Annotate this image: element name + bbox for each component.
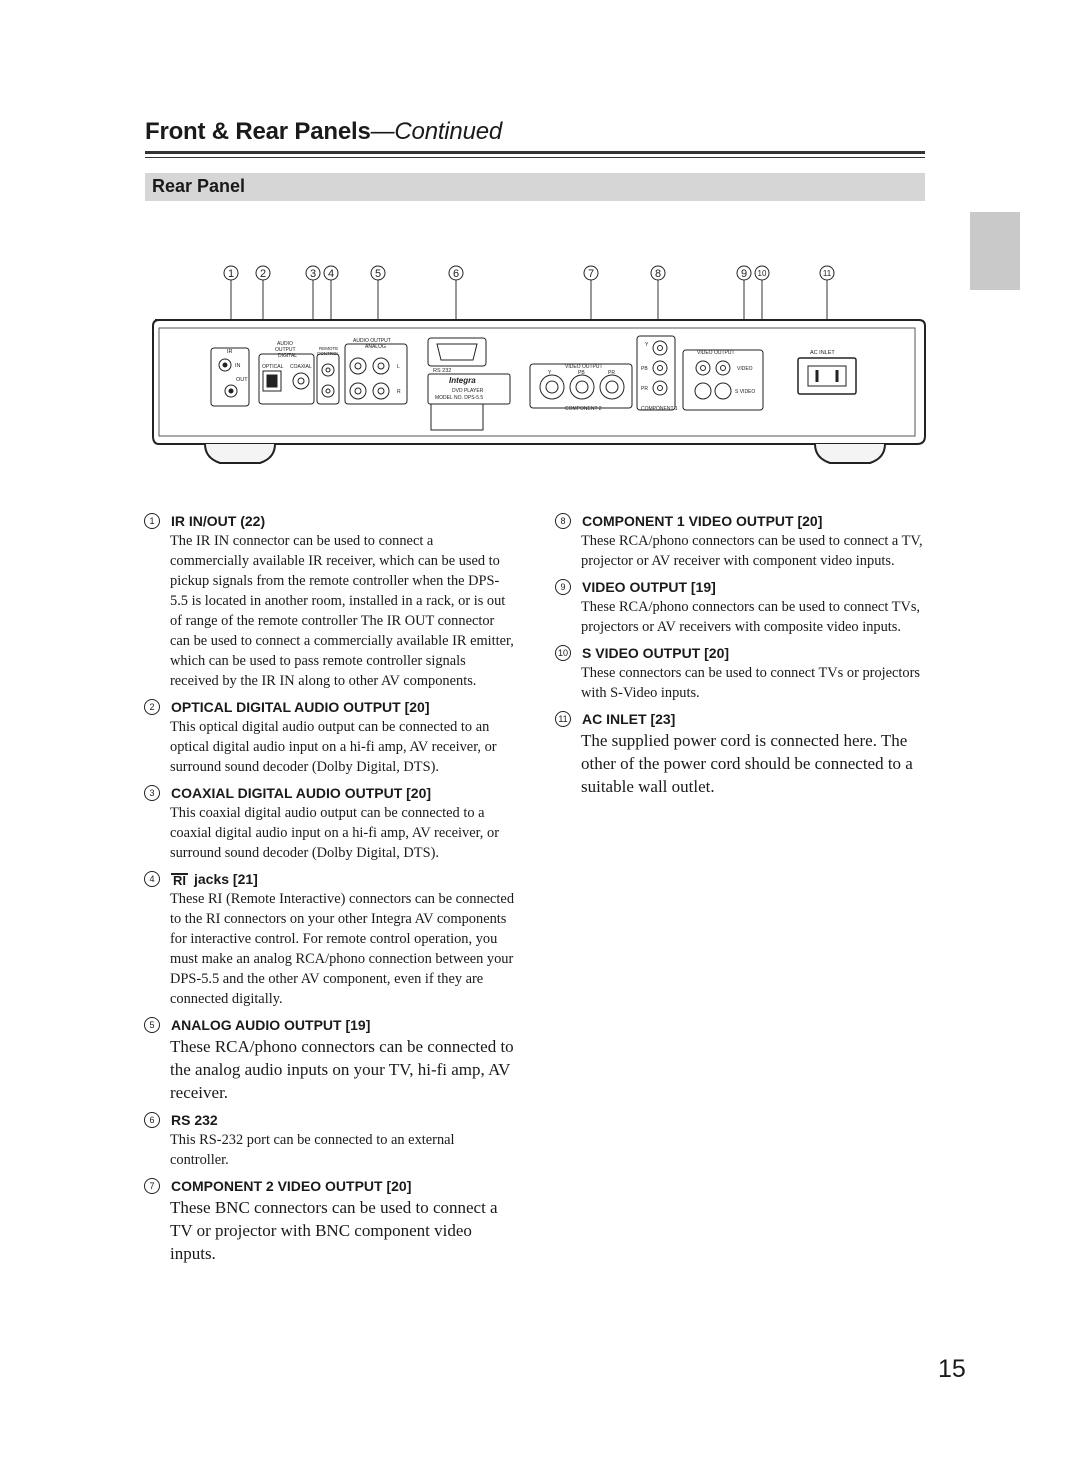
svg-text:3: 3 <box>309 268 317 280</box>
item-2 <box>149 697 514 777</box>
item-6 <box>149 1110 514 1170</box>
callout-5 <box>371 266 385 280</box>
svg-text:5: 5 <box>374 268 382 280</box>
item-title: OPTICAL DIGITAL AUDIO OUTPUT [20] <box>171 699 430 715</box>
item-description: These BNC connectors can be used to connect a TV or projector with BNC component video inputs. <box>170 1198 498 1263</box>
item-title: RS 232 <box>171 1112 218 1128</box>
callout-11 <box>820 266 834 280</box>
item-number: 11 <box>555 711 571 727</box>
svg-text:AUDIO: AUDIO <box>277 341 293 347</box>
item-number: 4 <box>144 871 160 887</box>
header-rule-thin <box>145 157 925 158</box>
item-number: 6 <box>144 1112 160 1128</box>
callout-4 <box>324 266 338 280</box>
svg-text:Y: Y <box>548 370 552 376</box>
svg-text:OUT: OUT <box>236 377 248 383</box>
item-11 <box>558 709 925 798</box>
callout-3 <box>306 266 320 280</box>
header-title: Front & Rear Panels <box>145 118 371 145</box>
item-title: COMPONENT 2 VIDEO OUTPUT [20] <box>171 1178 412 1194</box>
callout-7 <box>584 266 598 280</box>
header-rule <box>145 151 925 154</box>
svg-text:8: 8 <box>654 268 662 280</box>
svg-text:CONTROL: CONTROL <box>317 351 340 356</box>
side-tab <box>970 212 1020 290</box>
page-header <box>145 118 502 146</box>
callout-10 <box>755 266 769 280</box>
svg-text:AC INLET: AC INLET <box>810 350 835 356</box>
svg-text:ANALOG: ANALOG <box>365 344 386 350</box>
section-bar <box>145 173 925 201</box>
integra-logo: Integra <box>449 376 476 385</box>
svg-text:1: 1 <box>227 268 235 280</box>
right-column <box>557 511 925 804</box>
item-heading <box>144 783 514 803</box>
svg-text:MODEL NO. DPS-5.5: MODEL NO. DPS-5.5 <box>435 395 484 401</box>
item-8 <box>560 511 925 571</box>
item-9 <box>560 577 925 637</box>
svg-text:6: 6 <box>452 268 460 280</box>
item-number: 3 <box>144 785 160 801</box>
item-description: These RCA/phono connectors can be connected to the analog audio inputs on your TV, hi-fi amp, AV receiver. <box>170 1037 514 1102</box>
svg-text:DVD PLAYER: DVD PLAYER <box>452 388 484 394</box>
item-title: COMPONENT 1 VIDEO OUTPUT [20] <box>582 513 823 529</box>
item-title: IR IN/OUT (22) <box>171 513 266 529</box>
svg-text:DIGITAL: DIGITAL <box>278 353 298 359</box>
item-3 <box>149 783 514 863</box>
svg-text:S VIDEO: S VIDEO <box>735 389 756 395</box>
item-10 <box>557 643 925 703</box>
svg-text:COMPONENT 2: COMPONENT 2 <box>565 406 602 412</box>
item-number: 5 <box>144 1017 160 1033</box>
svg-text:11: 11 <box>822 269 832 278</box>
left-column <box>149 511 515 1271</box>
callout-numbers <box>224 266 834 280</box>
rear-panel-diagram <box>145 258 935 478</box>
item-1 <box>149 511 514 691</box>
item-description: This RS-232 port can be connected to an external controller. <box>170 1132 455 1168</box>
item-number: 7 <box>144 1178 160 1194</box>
item-heading <box>144 869 514 889</box>
svg-text:REMOTE: REMOTE <box>319 346 339 351</box>
item-description: These RCA/phono connectors can be used to connect TVs, projectors or AV receivers with composite video inputs. <box>581 599 921 635</box>
svg-text:7: 7 <box>587 268 595 280</box>
callout-1 <box>224 266 238 280</box>
item-description: These connectors can be used to connect TVs or projectors with S-Video inputs. <box>581 665 920 701</box>
item-number: 1 <box>144 513 160 529</box>
svg-text:AUDIO OUTPUT: AUDIO OUTPUT <box>353 338 391 344</box>
svg-text:PB: PB <box>641 366 648 372</box>
item-description: The supplied power cord is connected here. The other of the power cord should be connected to a suitable wall outlet. <box>581 731 913 796</box>
svg-text:PR: PR <box>608 370 615 376</box>
item-heading <box>555 577 925 597</box>
item-title: jacks [21] <box>194 871 258 887</box>
svg-text:VIDEO: VIDEO <box>737 366 753 372</box>
svg-text:4: 4 <box>327 268 335 280</box>
item-title: S VIDEO OUTPUT [20] <box>582 645 730 661</box>
svg-text:IN: IN <box>235 363 241 369</box>
ri-logo-icon: RI <box>173 872 186 888</box>
item-description: The IR IN connector can be used to connect a commercially available IR receiver, which can be used to pickup signals from the remote controller when the DPS-5.5 is located in another room, installed in a rack, or is out of range of the remote controller The IR OUT connector can be used to connect a commercially available IR emitter, which can be used to pass remote controller signals received by the IR IN along to other AV components. <box>170 533 514 689</box>
item-description: These RCA/phono connectors can be used to connect a TV, projector or AV receiver with component video inputs. <box>581 533 923 569</box>
svg-text:PB: PB <box>578 370 585 376</box>
ir-label: IR <box>227 349 233 355</box>
callout-2 <box>256 266 270 280</box>
svg-text:VIDEO OUTPUT: VIDEO OUTPUT <box>565 364 603 370</box>
item-heading <box>555 511 925 531</box>
svg-text:PR: PR <box>641 386 648 392</box>
item-title: AC INLET [23] <box>582 711 676 727</box>
item-title: VIDEO OUTPUT [19] <box>582 579 716 595</box>
header-continued: —Continued <box>370 118 503 145</box>
svg-text:10: 10 <box>757 269 767 278</box>
item-number: 10 <box>555 645 571 661</box>
svg-text:Y: Y <box>645 342 649 348</box>
svg-text:R: R <box>397 389 401 395</box>
callout-9 <box>737 266 751 280</box>
item-heading <box>144 511 514 531</box>
item-7 <box>149 1176 514 1265</box>
svg-text:COAXIAL: COAXIAL <box>290 364 312 370</box>
page-number: 15 <box>938 1355 966 1383</box>
item-description: This optical digital audio output can be connected to an optical digital audio input on a hi-fi amp, AV receiver, or surround sound decoder (Dolby Digital, DTS). <box>170 719 497 775</box>
callout-8 <box>651 266 665 280</box>
svg-text:RS 232: RS 232 <box>433 368 452 374</box>
svg-text:COMPONENT 1: COMPONENT 1 <box>641 406 678 412</box>
callout-6 <box>449 266 463 280</box>
item-number: 8 <box>555 513 571 529</box>
item-heading <box>144 1015 514 1035</box>
svg-text:VIDEO OUTPUT: VIDEO OUTPUT <box>697 350 735 356</box>
svg-text:OPTICAL: OPTICAL <box>262 364 284 370</box>
item-5 <box>149 1015 514 1104</box>
item-4 <box>149 869 515 1009</box>
item-number: 2 <box>144 699 160 715</box>
item-number: 9 <box>555 579 571 595</box>
item-heading <box>144 1176 514 1196</box>
item-description: These RI (Remote Interactive) connectors can be connected to the RI connectors on your other Integra AV components for interactive control. For remote control operation, you must make an analog RCA/phono connection between your DPS-5.5 and the other AV component, even if they are connected digitally. <box>170 891 515 1007</box>
item-title: COAXIAL DIGITAL AUDIO OUTPUT [20] <box>171 785 432 801</box>
item-heading <box>555 709 925 729</box>
item-title: ANALOG AUDIO OUTPUT [19] <box>171 1017 371 1033</box>
item-heading <box>555 643 925 663</box>
item-heading <box>144 1110 514 1130</box>
section-title: Rear Panel <box>152 176 246 196</box>
svg-text:L: L <box>397 364 400 370</box>
svg-text:2: 2 <box>259 268 267 280</box>
svg-text:OUTPUT: OUTPUT <box>275 347 296 353</box>
item-heading <box>144 697 514 717</box>
item-description: This coaxial digital audio output can be connected to a coaxial digital audio input on a hi-fi amp, AV receiver, or surround sound decoder (Dolby Digital, DTS). <box>170 805 499 861</box>
svg-text:9: 9 <box>740 268 748 280</box>
